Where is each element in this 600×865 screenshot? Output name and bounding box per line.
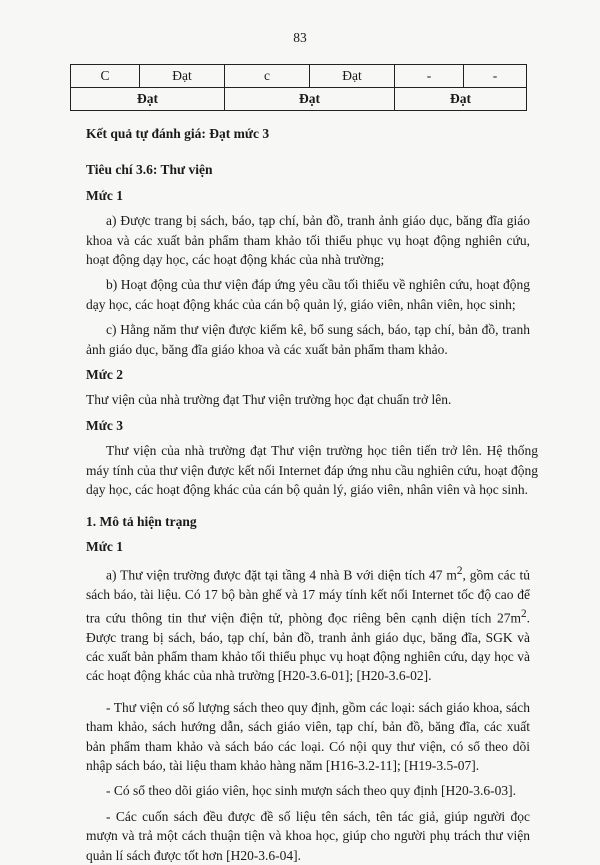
table-cell: Đạt bbox=[140, 65, 225, 88]
level3-text: Thư viện của nhà trường đạt Thư viện trường học tiên tiến trở lên. Hệ thống máy tính của thư viện được kết nối Internet đáp ứng nhu cầu nghiên cứu, hoạt động dạy học, các hoạt động khác của cán bộ quản lý, giáo viên, nhân viên và học sinh. bbox=[86, 443, 538, 498]
table-cell: Đạt bbox=[310, 65, 395, 88]
table-cell: Đạt bbox=[225, 88, 395, 111]
section1-level-title: Mức 1 bbox=[86, 538, 123, 554]
criterion-title: Tiêu chí 3.6: Thư viện bbox=[86, 162, 213, 178]
table-row bbox=[71, 65, 527, 88]
level1-title: Mức 1 bbox=[86, 187, 123, 203]
level1-item-b: b) Hoạt động của thư viện đáp ứng yêu cầu tối thiểu về nghiên cứu, hoạt động dạy học, các hoạt động khác của cán bộ quản lý, giáo viên, nhân viên, học sinh; bbox=[86, 277, 530, 312]
level1-item-c: c) Hằng năm thư viện được kiểm kê, bổ sung sách, báo, tạp chí, bản đồ, tranh ảnh giáo dục, băng đĩa giáo khoa và các xuất bản phẩm tham khảo. bbox=[86, 322, 530, 357]
table-cell: - bbox=[464, 65, 527, 88]
page-number: 83 bbox=[293, 30, 307, 45]
level3-title: Mức 3 bbox=[86, 417, 123, 433]
level1-item-a: a) Được trang bị sách, báo, tạp chí, bản đồ, tranh ảnh giáo dục, băng đĩa giáo khoa và các xuất bản phẩm tham khảo tối thiểu phục vụ hoạt động nghiên cứu, hoạt động dạy học, các hoạt động khác của nhà trường; bbox=[86, 213, 530, 268]
table-cell: Đạt bbox=[71, 88, 225, 111]
section1-dash-3: - Các cuốn sách đều được đề số liệu tên sách, tên tác giả, giúp người đọc mượn và trả một cách thuận tiện và khoa học, giúp cho người phụ trách thư viện quản lí sách được tốt hơn [H20-3.6-04]. bbox=[86, 808, 530, 863]
results-table bbox=[70, 64, 527, 111]
section1-title: 1. Mô tả hiện trạng bbox=[86, 513, 197, 529]
document-body bbox=[86, 124, 538, 865]
table-cell: C bbox=[71, 65, 140, 88]
section1-dash-1: - Thư viện có số lượng sách theo quy định, gồm các loại: sách giáo khoa, sách tham khảo, sách hướng dẫn, sách giáo viên, tạp chí, bản đồ, băng đĩa, các xuất bản phẩm tham khảo và sách báo các loại. Có nội quy thư viện, có sổ theo dõi nhập sách báo, tài liệu tham khảo hàng năm [H16-3.2-11]; [H19-3.5-07]. bbox=[86, 699, 530, 773]
section1-dash-2: - Có sổ theo dõi giáo viên, học sinh mượn sách theo quy định [H20-3.6-03]. bbox=[106, 783, 517, 799]
level2-title: Mức 2 bbox=[86, 367, 123, 383]
level2-text: Thư viện của nhà trường đạt Thư viện trường học đạt chuẩn trở lên. bbox=[86, 392, 452, 408]
section1-item-a: a) Thư viện trường được đặt tại tầng 4 nhà B với diện tích 47 $m^2$, gồm các tủ sách báo, tài liệu. Có 17 bộ bàn ghế và 17 máy tính kết nối Internet tốc độ cao để tra cứu thông tin thư viện điện tử, phòng đọc riêng bên cạnh diện tích $27m^2$. Được trang bị sách, báo, tạp chí, bản đồ, tranh ảnh giáo dục, băng đĩa, SGK và các xuất bản phẩm tham khảo tối thiểu phục vụ hoạt động nghiên cứu, dạy học và các hoạt động khác của nhà trường [H20-3.6-01]; [H20-3.6-02]. bbox=[86, 565, 530, 684]
table-cell: Đạt bbox=[395, 88, 527, 111]
table-cell: c bbox=[225, 65, 310, 88]
table-row bbox=[71, 88, 527, 111]
self-eval-result: Kết quả tự đánh giá: Đạt mức 3 bbox=[86, 126, 270, 141]
table-cell: - bbox=[395, 65, 464, 88]
